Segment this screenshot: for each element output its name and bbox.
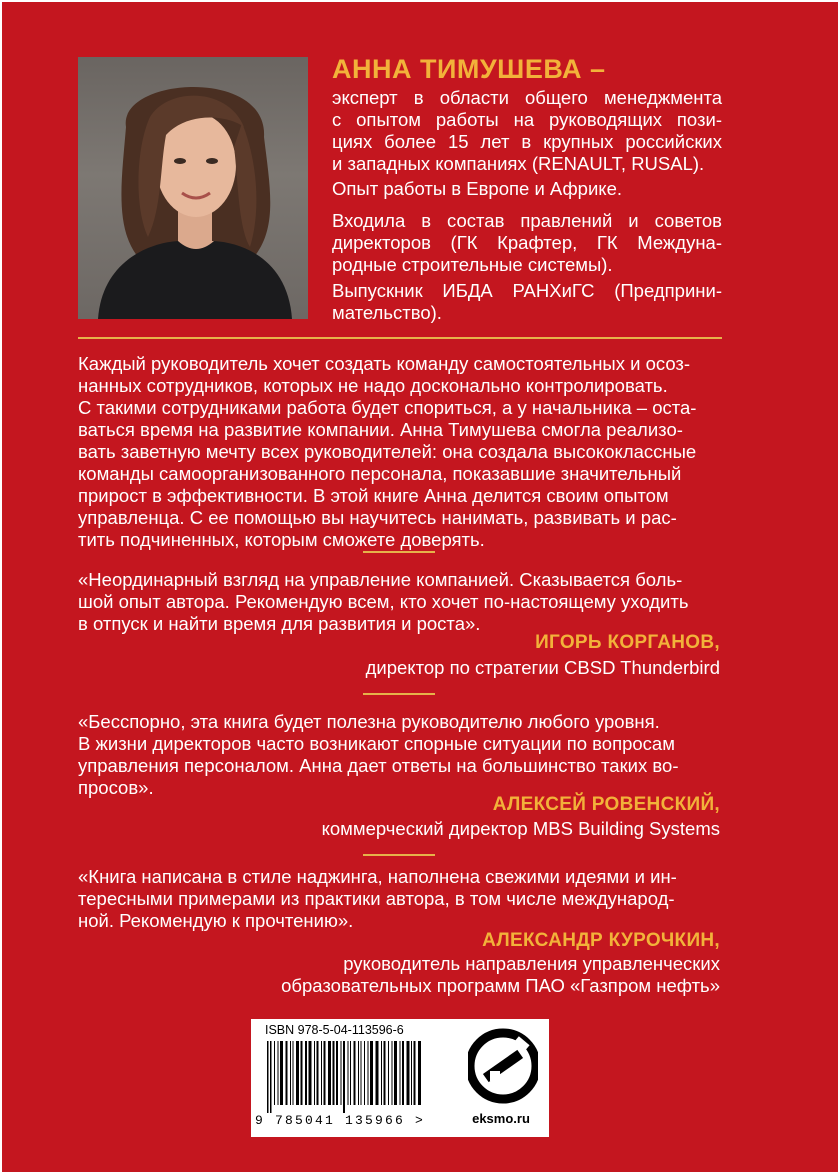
bio-line: эксперт в области общего менеджмента [332, 87, 722, 108]
review-line: «Книга написана в стиле наджинга, наполнена свежими идеями и ин- [78, 866, 677, 887]
reviewer-name: ИГОРЬ КОРГАНОВ, [535, 632, 720, 653]
barcode-bar [301, 1041, 303, 1105]
barcode-bar [361, 1041, 362, 1105]
description-line: Каждый руководитель хочет создать команду самостоятельных и осоз- [78, 353, 691, 374]
barcode-bar [402, 1041, 404, 1105]
barcode-bar [336, 1041, 338, 1105]
barcode-bar [418, 1041, 421, 1105]
barcode-bar [348, 1041, 349, 1105]
barcode-bar [293, 1041, 294, 1105]
author-boards [332, 210, 722, 276]
barcode-digits: 9 785041 135966 > [255, 1113, 426, 1128]
barcode-bar [414, 1041, 416, 1105]
barcode-bar [354, 1041, 356, 1105]
barcode-bar [368, 1041, 369, 1105]
barcode-bar [411, 1041, 412, 1105]
review-line: шой опыт автора. Рекомендую всем, кто хочет по-настоящему уходить [78, 591, 689, 612]
description-line: команды самоорганизованного персонала, показавшие значительный [78, 463, 682, 484]
description-line: управленца. С ее помощью вы научитесь нанимать, развивать и рас- [78, 507, 677, 528]
description-line: С такими сотрудниками работа будет спориться, а у начальника – оста- [78, 397, 697, 418]
barcode-bar [407, 1041, 410, 1105]
barcode-bar [341, 1041, 342, 1105]
barcode-bar [388, 1041, 389, 1105]
barcode-bar [267, 1041, 269, 1113]
description-line: нанных сотрудников, которых не надо досконально контролировать. [78, 375, 668, 396]
reviewer-title: коммерческий директор MBS Building Systems [321, 818, 720, 839]
reviewer-name: АЛЕКСАНДР КУРОЧКИН, [482, 930, 720, 951]
barcode-bar [358, 1041, 359, 1105]
reviewer-name: АЛЕКСЕЙ РОВЕНСКИЙ, [492, 794, 720, 815]
description-line: прирост в эффективности. В этой книге Анна делится своим опытом [78, 485, 669, 506]
review-quote [78, 569, 722, 635]
review-line: В жизни директоров часто возникают спорные ситуации по вопросам [78, 733, 675, 754]
bio-line: с опытом работы на руководящих пози- [332, 109, 722, 130]
barcode-bar [321, 1041, 322, 1105]
barcode-icon [263, 1041, 453, 1113]
barcode-bar [309, 1041, 312, 1105]
barcode-bar [278, 1041, 279, 1105]
education-line: мательство). [332, 302, 442, 323]
book-back-cover [2, 2, 838, 1172]
barcode-bar [400, 1041, 401, 1105]
description-line: тить подчиненных, которым сможете доверять. [78, 529, 485, 550]
short-divider [363, 551, 435, 553]
reviewer-title: руководитель направления управленческих образовательных программ ПАО «Газпром нефть» [281, 953, 720, 996]
review-line: управления персоналом. Анна дает ответы на большинство таких во- [78, 755, 679, 776]
barcode-bar [381, 1041, 382, 1105]
barcode-bar [296, 1041, 299, 1105]
barcode-bar [364, 1041, 365, 1105]
author-name: АННА ТИМУШЕВА – [332, 54, 606, 84]
review-line: «Неординарный взгляд на управление компанией. Сказывается боль- [78, 569, 683, 590]
review-line: «Бесспорно, эта книга будет полезна руководителю любого уровня. [78, 711, 660, 732]
reviewer-title: директор по стратегии CBSD Thunderbird [365, 657, 720, 678]
author-photo [78, 57, 308, 319]
isbn-number: ISBN 978-5-04-113596-6 [265, 1023, 404, 1037]
barcode-bar [314, 1041, 315, 1105]
barcode-bar [333, 1041, 335, 1105]
barcode-bar [270, 1041, 272, 1113]
description-line: ваться время на развитие компании. Анна Тимушева смогла реализо- [78, 419, 683, 440]
barcode-bar [392, 1041, 393, 1105]
barcode-bar [286, 1041, 288, 1105]
barcode-bar [376, 1041, 379, 1105]
short-divider [363, 854, 435, 856]
review-quote [78, 866, 722, 932]
book-description [78, 353, 722, 551]
section-divider [78, 337, 722, 339]
barcode-bar [324, 1041, 326, 1105]
author-experience [332, 178, 722, 200]
barcode-bar [290, 1041, 291, 1105]
review-quote [78, 711, 722, 799]
barcode-panel [251, 1019, 549, 1137]
review-line: просов». [78, 777, 154, 798]
barcode-bar [305, 1041, 307, 1105]
experience-line: Опыт работы в Европе и Африке. [332, 178, 623, 199]
review-line: ной. Рекомендую к прочтению». [78, 910, 354, 931]
boards-line: директоров (ГК Крафтер, ГК Междуна- [332, 232, 722, 253]
author-portrait-image [78, 57, 308, 319]
boards-line: родные строительные системы). [332, 254, 613, 275]
short-divider [363, 693, 435, 695]
author-education [332, 280, 722, 324]
barcode-bar [350, 1041, 351, 1105]
bio-line: и западных компаниях (RENAULT, RUSAL). [332, 153, 705, 174]
education-line: Выпускник ИБДА РАНХиГС (Предприни- [332, 280, 722, 301]
barcode-bar [274, 1041, 275, 1105]
barcode-bar [370, 1041, 373, 1105]
bio-line: циях более 15 лет в крупных российских [332, 131, 722, 152]
author-bio [332, 87, 722, 175]
barcode-bar [394, 1041, 397, 1105]
barcode-bar [317, 1041, 319, 1105]
barcode-bar [328, 1041, 331, 1105]
review-line: тересными примерами из практики автора, в том числе международ- [78, 888, 675, 909]
eksmo-logo-icon [468, 1025, 538, 1107]
publisher-url[interactable]: eksmo.ru [472, 1111, 530, 1126]
barcode-bar [280, 1041, 283, 1105]
description-line: вать заветную мечту всех руководителей: она создала высококлассные [78, 441, 697, 462]
barcode-bar [384, 1041, 386, 1105]
review-line: в отпуск и найти время для развития и роста». [78, 613, 481, 634]
barcode-bar [343, 1041, 345, 1113]
boards-line: Входила в состав правлений и советов [332, 210, 722, 231]
